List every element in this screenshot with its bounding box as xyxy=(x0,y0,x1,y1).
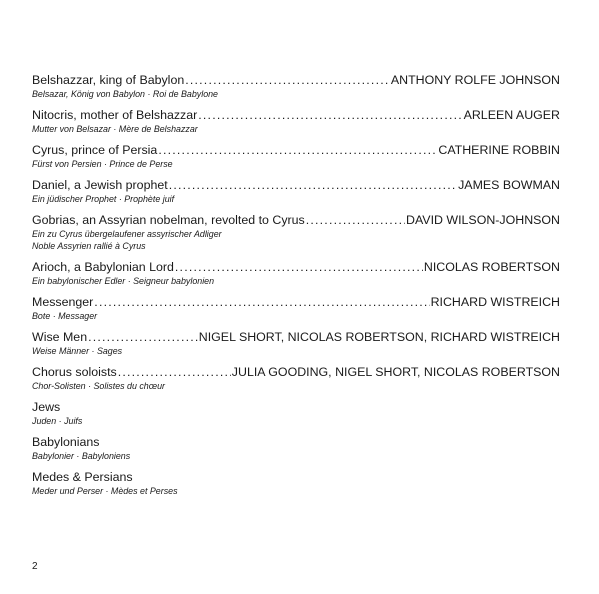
group-entry-jews xyxy=(32,399,560,427)
performer-name: ARLEEN AUGER xyxy=(463,108,560,122)
role-line xyxy=(32,177,560,193)
dot-leader xyxy=(118,364,231,380)
dot-leader xyxy=(185,72,390,88)
role-name: Arioch, a Babylonian Lord xyxy=(32,260,174,274)
cast-entry-chorus-soloists xyxy=(32,364,560,392)
cast-entry-cyrus xyxy=(32,142,560,170)
dot-leader xyxy=(198,107,462,123)
role-line xyxy=(32,142,560,158)
dot-leader xyxy=(88,329,198,345)
cast-entry-belshazzar xyxy=(32,72,560,100)
role-name: Gobrias, an Assyrian nobelman, revolted to Cyrus xyxy=(32,213,305,227)
performer-name: JULIA GOODING, NIGEL SHORT, NICOLAS ROBERTSON xyxy=(231,365,560,379)
role-name: Chorus soloists xyxy=(32,365,117,379)
group-translation: Meder und Perser · Mèdes et Perses xyxy=(32,486,178,496)
role-translation: Bote · Messager xyxy=(32,311,98,321)
role-translation: Ein babylonischer Edler · Seigneur babylonien xyxy=(32,276,215,286)
performer-name: DAVID WILSON-JOHNSON xyxy=(406,213,560,227)
dot-leader xyxy=(94,294,429,310)
role-line xyxy=(32,72,560,88)
role-name: Belshazzar, king of Babylon xyxy=(32,73,185,87)
cast-entry-messenger xyxy=(32,294,560,322)
performer-name: CATHERINE ROBBIN xyxy=(438,143,560,157)
role-translation: Weise Männer · Sages xyxy=(32,346,123,356)
performer-name: JAMES BOWMAN xyxy=(458,178,560,192)
performer-name: RICHARD WISTREICH xyxy=(430,295,560,309)
dot-leader xyxy=(175,259,423,275)
dot-leader xyxy=(306,212,405,228)
role-line xyxy=(32,259,560,275)
role-translation: Mutter von Belsazar · Mère de Belshazzar xyxy=(32,124,198,134)
role-line xyxy=(32,294,560,310)
page-number: 2 xyxy=(32,561,38,572)
group-entry-babylonians xyxy=(32,434,560,462)
role-name: Messenger xyxy=(32,295,94,309)
group-translation: Juden · Juifs xyxy=(32,416,83,426)
cast-entry-arioch xyxy=(32,259,560,287)
role-line xyxy=(32,107,560,123)
group-name: Medes & Persians xyxy=(32,470,133,484)
role-translation: Belsazar, König von Babylon · Roi de Babylone xyxy=(32,89,218,99)
performer-name: NICOLAS ROBERTSON xyxy=(423,260,560,274)
role-translation-fr: Noble Assyrien rallié à Cyrus xyxy=(32,241,146,251)
role-name: Wise Men xyxy=(32,330,88,344)
role-line xyxy=(32,329,560,345)
cast-entry-nitocris xyxy=(32,107,560,135)
group-translation: Babylonier · Babyloniens xyxy=(32,451,131,461)
dot-leader xyxy=(158,142,437,158)
role-translation: Ein jüdischer Prophet · Prophète juif xyxy=(32,194,175,204)
performer-name: NIGEL SHORT, NICOLAS ROBERTSON, RICHARD WISTREICH xyxy=(198,330,560,344)
dot-leader xyxy=(169,177,457,193)
role-translation: Chor-Solisten · Solistes du chœur xyxy=(32,381,166,391)
cast-entry-gobrias xyxy=(32,212,560,252)
role-translation: Fürst von Persien · Prince de Perse xyxy=(32,159,173,169)
group-name: Babylonians xyxy=(32,435,100,449)
role-line xyxy=(32,364,560,380)
role-name: Daniel, a Jewish prophet xyxy=(32,178,168,192)
cast-list xyxy=(32,72,560,504)
group-name: Jews xyxy=(32,400,61,414)
cast-entry-daniel xyxy=(32,177,560,205)
role-line xyxy=(32,212,560,228)
role-name: Cyrus, prince of Persia xyxy=(32,143,158,157)
performer-name: ANTHONY ROLFE JOHNSON xyxy=(390,73,560,87)
cast-entry-wise-men xyxy=(32,329,560,357)
group-entry-medes-persians xyxy=(32,469,560,497)
role-translation: Ein zu Cyrus übergelaufener assyrischer Adliger xyxy=(32,229,222,239)
role-name: Nitocris, mother of Belshazzar xyxy=(32,108,198,122)
